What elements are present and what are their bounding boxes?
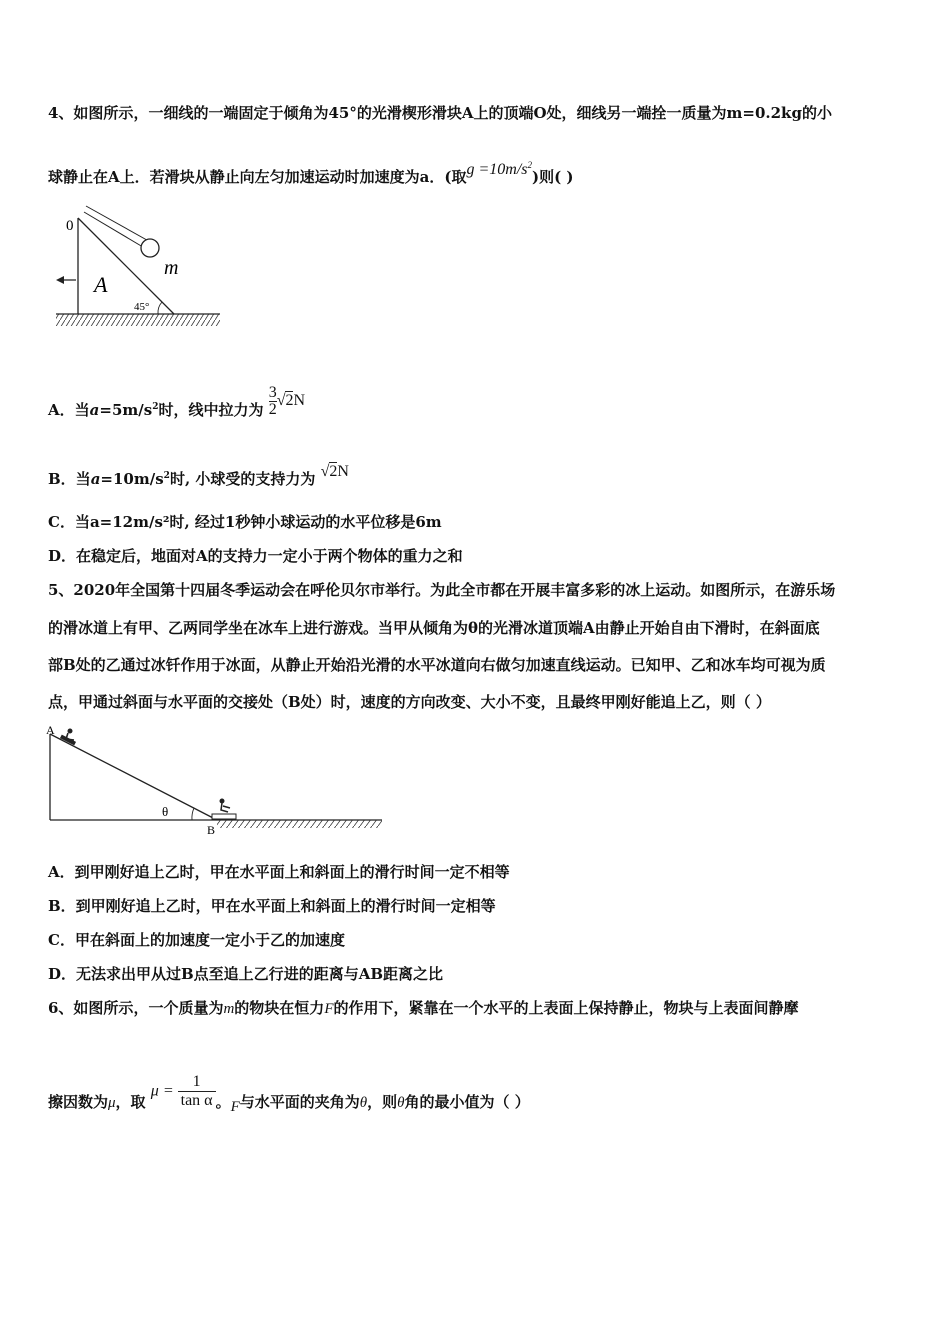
q6-frac-num: 1 xyxy=(192,1073,201,1090)
q4-label-o: 0 xyxy=(66,218,74,234)
q6-text-e: ，取 xyxy=(115,1093,146,1112)
q6-stem-line2 xyxy=(48,1073,530,1122)
q4-angle-arc xyxy=(158,302,162,314)
q5-angle-arc xyxy=(192,808,194,820)
q6-text-g: 与水平面的夹角为 xyxy=(239,1093,360,1112)
q5-stem-line3: 部B处的乙通过冰钎作用于冰面，从静止开始沿光滑的水平冰道向右做匀加速直线运动。已知甲、乙和冰车均可视为质 xyxy=(48,656,826,674)
q4-g-exponent: 2 xyxy=(527,160,532,170)
q6-text-d: 擦因数为 xyxy=(48,1093,109,1112)
q5-stem-line2: 的滑冰道上有甲、乙两同学坐在冰车上进行游戏。当甲从倾角为θ的光滑冰道顶端A由静止开始自由下滑时，在斜面底 xyxy=(48,619,820,637)
q6-stem-line1 xyxy=(48,998,799,1019)
q4-option-a-formula: $\frac{3}{2}$ √2N xyxy=(268,384,306,418)
q6-text-f: 。 xyxy=(215,1093,231,1112)
q5-option-d: D．无法求出甲从过B点至追上乙行进的距离与AB距离之比 xyxy=(48,965,444,983)
q6-force-symbol: F xyxy=(324,1001,334,1017)
q4-option-b-text: B．当 xyxy=(48,470,91,488)
q4-label-m: m xyxy=(164,257,179,279)
q4-option-b: B．当$a=10m/s^2$时, 小球受的支持力为 √2N xyxy=(48,463,349,488)
q4-angle-label: 45° xyxy=(134,301,150,313)
q4-stem-line2 xyxy=(48,160,574,188)
q5-incline-slope xyxy=(50,734,217,820)
q4-wedge-slope xyxy=(78,218,174,314)
q6-mu-equals: μ = xyxy=(150,1082,174,1100)
q6-force-symbol-2: F xyxy=(230,1099,240,1116)
q4-option-c: C．当a=12m/s²时, 经过1秒钟小球运动的水平位移是6m xyxy=(48,513,442,531)
q4-option-a-text2: 时，线中拉力为 xyxy=(158,401,264,420)
q4-option-a-value: =5m/s xyxy=(99,401,153,420)
q4-ball xyxy=(141,239,159,257)
q4-option-b-text2: 时, 小球受的支持力为 xyxy=(169,470,316,488)
q6-theta-symbol-2: θ xyxy=(397,1095,405,1112)
q6-mu-symbol: μ xyxy=(108,1095,116,1112)
q5-figure xyxy=(42,722,387,840)
q6-text-b: 的物块在恒力 xyxy=(234,999,325,1017)
q6-text-c: 的作用下，紧靠在一个水平的上表面上保持静止，物块与上表面间静摩 xyxy=(333,999,799,1017)
q5-stem-line1: 5、2020年全国第十四届冬季运动会在呼伦贝尔市举行。为此全市都在开展丰富多彩的冰上运动。如图所示，在游乐场 xyxy=(48,581,836,599)
q5-option-b: B．到甲刚好追上乙时，甲在水平面上和斜面上的滑行时间一定相等 xyxy=(48,897,496,915)
q4-accel-arrowhead xyxy=(56,276,64,284)
q5-label-b: B xyxy=(207,823,216,837)
q5-sled-yi xyxy=(212,799,236,820)
q4-option-a-unit: N xyxy=(293,392,306,410)
q6-frac-den: tan α xyxy=(178,1091,216,1110)
q5-option-c: C．甲在斜面上的加速度一定小于乙的加速度 xyxy=(48,931,345,949)
q4-option-a-root: 2 xyxy=(285,392,294,410)
q5-option-a: A．到甲刚好追上乙时，甲在水平面上和斜面上的滑行时间一定不相等 xyxy=(48,863,510,881)
q4-stem-line1: 4、如图所示，一细线的一端固定于倾角为45°的光滑楔形滑块A上的顶端O处，细线另一端拴一质量为m=0.2kg的小 xyxy=(48,104,832,122)
q4-option-d: D．在稳定后，地面对A的支持力一定小于两个物体的重力之和 xyxy=(48,547,463,565)
q4-option-b-acc: a xyxy=(90,470,101,488)
q6-mass-symbol: m xyxy=(223,1001,235,1017)
q5-label-a: A xyxy=(46,723,55,737)
q4-string xyxy=(84,212,148,250)
q4-stem-text-a: 球静止在A上．若滑块从静止向左匀加速运动时加速度为a．(取 xyxy=(48,168,467,186)
q4-label-a: A xyxy=(94,272,108,297)
q6-theta-symbol: θ xyxy=(359,1095,368,1112)
q4-option-a-den: 2 xyxy=(268,401,277,418)
q4-ground-hatch xyxy=(56,314,220,326)
q5-label-theta: θ xyxy=(162,804,169,819)
q4-g-expression xyxy=(466,161,532,178)
q4-option-b-unit: N xyxy=(337,463,349,480)
q4-option-a-acc: a xyxy=(89,401,100,420)
q5-stem-line4: 点，甲通过斜面与水平面的交接处（B处）时，速度的方向改变、大小不变，且最终甲刚好能追上乙，则（ ） xyxy=(48,693,771,711)
q4-figure xyxy=(50,200,230,340)
q4-option-b-root: 2 xyxy=(329,463,338,480)
q4-stem-text-b: )则( ) xyxy=(532,168,574,186)
q4-option-b-value: =10m/s xyxy=(100,470,164,488)
q4-option-a-text: A．当 xyxy=(48,401,90,420)
q6-text-a: 6、如图所示，一个质量为 xyxy=(48,999,224,1017)
q6-mu-formula xyxy=(151,1073,216,1110)
q4-string-end xyxy=(86,206,154,244)
q4-option-a: A．当$a=5m/s^2$时，线中拉力为 $\frac{3}{2}$ √2N xyxy=(48,384,306,420)
q6-text-i: 角的最小值为（ ） xyxy=(404,1093,530,1112)
q4-g-value: g =10m/s xyxy=(466,161,528,178)
q5-ground-hatch xyxy=(217,820,382,828)
q4-option-b-formula: √2N xyxy=(320,463,349,480)
q4-option-a-num: 3 xyxy=(268,384,277,401)
q6-text-h: ，则 xyxy=(367,1093,398,1112)
